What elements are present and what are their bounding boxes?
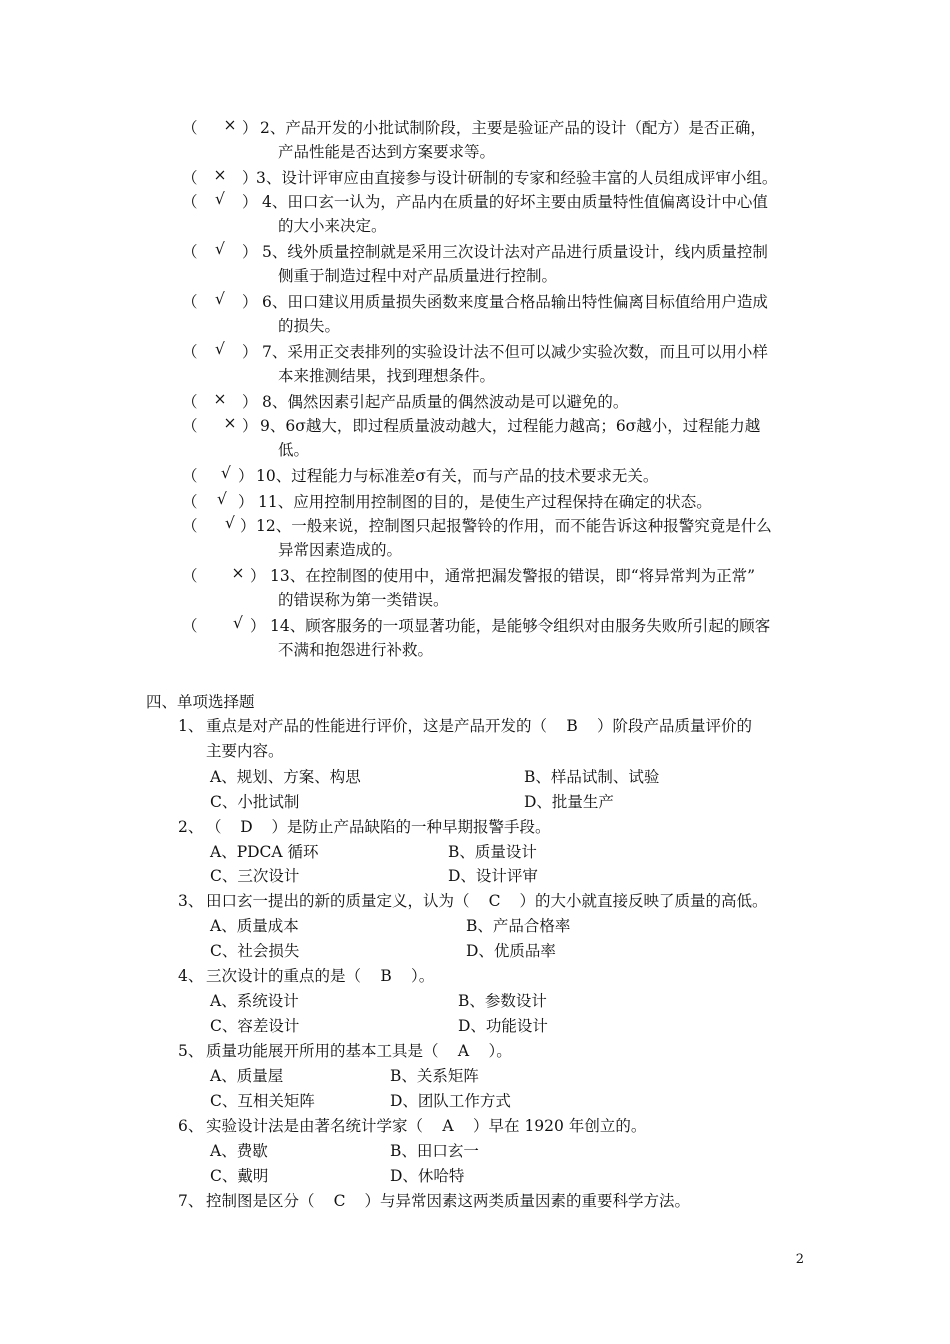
answer-mark: √ — [233, 614, 243, 632]
question-number: 6、 — [178, 1117, 204, 1135]
answer-letter: A — [442, 1117, 454, 1135]
answer-mark: √ — [225, 514, 235, 532]
open-paren: （ — [182, 169, 198, 187]
close-paren: ） — [242, 119, 258, 137]
option-c: C、容差设计 — [210, 1017, 300, 1035]
option-a: A、规划、方案、构思 — [210, 768, 361, 786]
section-title: 四、单项选择题 — [146, 693, 255, 711]
option-b: B、质量设计 — [448, 843, 537, 861]
tf-continuation: 的错误称为第一类错误。 — [278, 591, 449, 609]
question-number: 4、 — [178, 967, 204, 985]
tf-text: 7、采用正交表排列的实验设计法不但可以减少实验次数，而且可以用小样 — [262, 343, 768, 361]
option-b: B、参数设计 — [458, 992, 547, 1010]
tf-continuation: 低。 — [278, 441, 310, 459]
answer-mark: √ — [215, 340, 225, 358]
question-number: 2、 — [178, 818, 204, 836]
open-paren: （ — [182, 467, 198, 485]
tf-text: 5、线外质量控制就是采用三次设计法对产品进行质量设计，线内质量控制 — [262, 243, 768, 261]
option-b: B、产品合格率 — [466, 917, 571, 935]
open-paren: （ — [182, 567, 198, 585]
option-a: A、费歇 — [210, 1142, 268, 1160]
tf-text: 9、6σ越大，即过程质量波动越大，过程能力越高；6σ越小，过程能力越 — [260, 417, 761, 435]
tf-text: 10、过程能力与标准差σ有关，而与产品的技术要求无关。 — [256, 467, 659, 485]
open-paren: （ — [182, 393, 198, 411]
option-a: A、质量屋 — [210, 1067, 284, 1085]
option-d: D、优质品率 — [466, 942, 556, 960]
close-paren: ） — [242, 343, 258, 361]
question-number: 5、 — [178, 1042, 204, 1060]
option-a: A、系统设计 — [210, 992, 299, 1010]
close-paren: ） — [242, 417, 258, 435]
close-paren: ） — [250, 567, 266, 585]
tf-continuation: 产品性能是否达到方案要求等。 — [278, 143, 496, 161]
close-paren: ） — [242, 393, 258, 411]
question-number: 3、 — [178, 892, 204, 910]
tf-continuation: 异常因素造成的。 — [278, 541, 403, 559]
close-paren: ） — [242, 193, 258, 211]
option-b: B、关系矩阵 — [390, 1067, 479, 1085]
open-paren: （ — [182, 617, 198, 635]
question-text: （ D ）是防止产品缺陷的一种早期报警手段。 — [206, 818, 551, 836]
option-c: C、三次设计 — [210, 867, 300, 885]
tf-continuation: 的大小来决定。 — [278, 217, 387, 235]
option-b: B、样品试制、试验 — [524, 768, 660, 786]
question-text: 实验设计法是由著名统计学家（ A ）早在 1920 年创立的。 — [206, 1117, 647, 1135]
open-paren: （ — [182, 193, 198, 211]
question-text: 重点是对产品的性能进行评价，这是产品开发的（ B ）阶段产品质量评价的 — [206, 717, 753, 735]
open-paren: （ — [182, 119, 198, 137]
question-number: 1、 — [178, 717, 204, 735]
answer-letter: D — [240, 818, 253, 836]
answer-mark: √ — [217, 490, 227, 508]
mc-question-continuation: 主要内容。 — [206, 742, 284, 760]
answer-letter: C — [488, 892, 501, 910]
close-paren: ） — [240, 517, 256, 535]
option-a: A、PDCA 循环 — [210, 843, 319, 861]
option-b: B、田口玄一 — [390, 1142, 479, 1160]
tf-text: 2、产品开发的小批试制阶段，主要是验证产品的设计（配方）是否正确， — [260, 119, 766, 137]
option-d: D、设计评审 — [448, 867, 538, 885]
option-c: C、小批试制 — [210, 793, 300, 811]
tf-continuation: 本来推测结果，找到理想条件。 — [278, 367, 496, 385]
close-paren: ） — [242, 169, 258, 187]
option-d: D、团队工作方式 — [390, 1092, 511, 1110]
answer-mark: × — [213, 166, 227, 184]
option-c: C、戴明 — [210, 1167, 269, 1185]
answer-mark: × — [223, 116, 237, 134]
answer-mark: × — [213, 390, 227, 408]
open-paren: （ — [182, 417, 198, 435]
open-paren: （ — [182, 293, 198, 311]
question-text: 质量功能展开所用的基本工具是（ A ）。 — [206, 1042, 512, 1060]
option-d: D、批量生产 — [524, 793, 614, 811]
tf-continuation: 不满和抱怨进行补救。 — [278, 641, 434, 659]
tf-text: 4、田口玄一认为，产品内在质量的好坏主要由质量特性值偏离设计中心值 — [262, 193, 768, 211]
answer-letter: C — [333, 1192, 346, 1210]
answer-letter: A — [457, 1042, 470, 1060]
answer-mark: √ — [221, 464, 231, 482]
tf-text: 11、应用控制用控制图的目的，是使生产过程保持在确定的状态。 — [258, 493, 712, 511]
option-c: C、社会损失 — [210, 942, 300, 960]
tf-continuation: 的损失。 — [278, 317, 341, 335]
answer-letter: B — [380, 967, 392, 985]
page-number: 2 — [795, 1252, 804, 1267]
open-paren: （ — [182, 493, 198, 511]
option-d: D、休哈特 — [390, 1167, 465, 1185]
tf-text: 12、一般来说，控制图只起报警铃的作用，而不能告诉这种报警究竟是什么 — [256, 517, 772, 535]
tf-text: 3、设计评审应由直接参与设计研制的专家和经验丰富的人员组成评审小组。 — [256, 169, 778, 187]
open-paren: （ — [182, 517, 198, 535]
tf-text: 8、偶然因素引起产品质量的偶然波动是可以避免的。 — [262, 393, 629, 411]
open-paren: （ — [182, 343, 198, 361]
question-number: 7、 — [178, 1192, 204, 1210]
answer-mark: √ — [215, 190, 225, 208]
close-paren: ） — [242, 243, 258, 261]
question-text: 三次设计的重点的是（ B ）。 — [206, 967, 435, 985]
tf-text: 13、在控制图的使用中，通常把漏发警报的错误，即“将异常判为正常” — [270, 567, 756, 585]
tf-text: 14、顾客服务的一项显著功能，是能够令组织对由服务失败所引起的顾客 — [270, 617, 771, 635]
close-paren: ） — [250, 617, 266, 635]
option-d: D、功能设计 — [458, 1017, 548, 1035]
option-c: C、互相关矩阵 — [210, 1092, 315, 1110]
tf-text: 6、田口建议用质量损失函数来度量合格品输出特性偏离目标值给用户造成 — [262, 293, 768, 311]
option-a: A、质量成本 — [210, 917, 299, 935]
question-text: 控制图是区分（ C ）与异常因素这两类质量因素的重要科学方法。 — [206, 1192, 691, 1210]
tf-continuation: 侧重于制造过程中对产品质量进行控制。 — [278, 267, 558, 285]
answer-letter: B — [566, 717, 578, 735]
answer-mark: √ — [215, 290, 225, 308]
close-paren: ） — [242, 293, 258, 311]
open-paren: （ — [182, 243, 198, 261]
close-paren: ） — [238, 467, 254, 485]
answer-mark: × — [231, 564, 245, 582]
answer-mark: √ — [215, 240, 225, 258]
question-text: 田口玄一提出的新的质量定义，认为（ C ）的大小就直接反映了质量的高低。 — [206, 892, 768, 910]
close-paren: ） — [238, 493, 254, 511]
answer-mark: × — [223, 414, 237, 432]
